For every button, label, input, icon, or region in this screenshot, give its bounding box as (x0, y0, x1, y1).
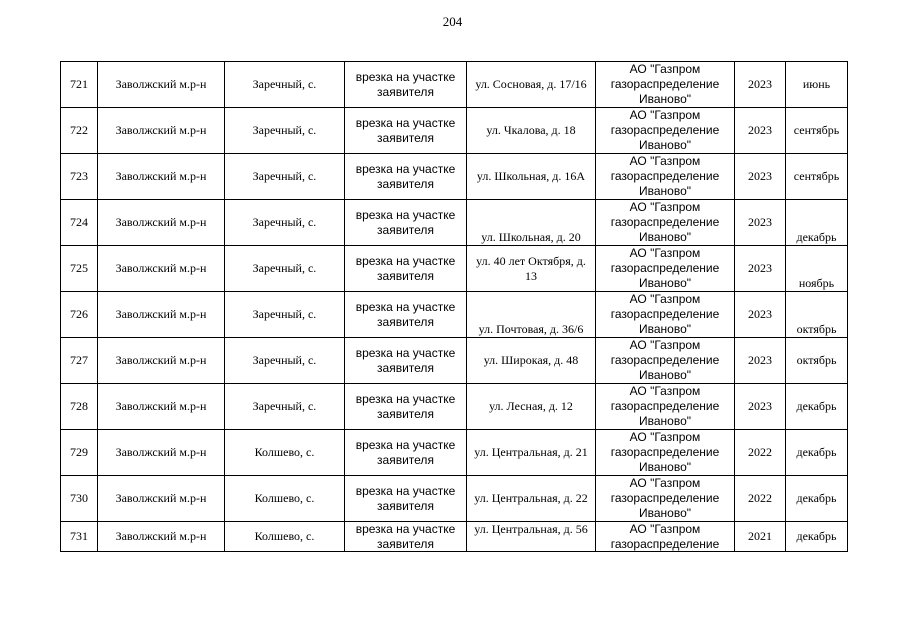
settlement-cell: Колшево, с. (225, 522, 345, 552)
work-type-cell: врезка на участке заявителя (345, 292, 467, 338)
district-cell: Заволжский м.р-н (98, 62, 225, 108)
month-cell: декабрь (786, 522, 848, 552)
district-cell: Заволжский м.р-н (98, 292, 225, 338)
row-number-cell: 727 (61, 338, 98, 384)
table-row (61, 476, 848, 522)
work-type-cell: врезка на участке заявителя (345, 154, 467, 200)
organization-cell: АО "Газпром газораспределение Иваново" (596, 338, 735, 384)
organization-cell (596, 522, 735, 552)
work-type-cell: врезка на участке заявителя (345, 476, 467, 522)
address-cell: ул. Школьная, д. 16А (467, 154, 596, 200)
district-cell: Заволжский м.р-н (98, 430, 225, 476)
address-cell: ул. 40 лет Октября, д. 13 (467, 246, 596, 292)
row-number-cell: 729 (61, 430, 98, 476)
table-row (61, 338, 848, 384)
address-cell (467, 522, 596, 552)
settlement-cell: Заречный, с. (225, 200, 345, 246)
settlement-cell: Заречный, с. (225, 62, 345, 108)
page-number: 204 (442, 14, 463, 29)
organization-cell: АО "Газпром газораспределение Иваново" (596, 430, 735, 476)
settlement-cell: Заречный, с. (225, 338, 345, 384)
row-number-cell: 724 (61, 200, 98, 246)
district-cell: Заволжский м.р-н (98, 246, 225, 292)
month-cell: июнь (786, 62, 848, 108)
address-cell: ул. Широкая, д. 48 (467, 338, 596, 384)
row-number-cell: 722 (61, 108, 98, 154)
row-number-cell: 730 (61, 476, 98, 522)
month-cell: декабрь (786, 476, 848, 522)
organization-cell: АО "Газпром газораспределение Иваново" (596, 384, 735, 430)
month-cell: декабрь (786, 430, 848, 476)
year-cell: 2023 (735, 200, 786, 246)
settlement-cell: Колшево, с. (225, 430, 345, 476)
settlement-cell: Заречный, с. (225, 246, 345, 292)
table-row (61, 62, 848, 108)
row-number-cell: 728 (61, 384, 98, 430)
year-cell: 2023 (735, 108, 786, 154)
address-cell: ул. Почтовая, д. 36/6 (467, 292, 596, 338)
year-cell: 2023 (735, 292, 786, 338)
table-row (61, 384, 848, 430)
work-type-cell: врезка на участке заявителя (345, 62, 467, 108)
row-number-cell: 723 (61, 154, 98, 200)
settlement-cell: Заречный, с. (225, 292, 345, 338)
row-number-cell: 726 (61, 292, 98, 338)
table-row (61, 154, 848, 200)
organization-cell: АО "Газпром газораспределение Иваново" (596, 200, 735, 246)
organization-cell: АО "Газпром газораспределение Иваново" (596, 476, 735, 522)
row-number-cell: 721 (61, 62, 98, 108)
month-cell: декабрь (786, 384, 848, 430)
year-cell: 2022 (735, 430, 786, 476)
work-type-text: врезка на участке заявителя (355, 522, 456, 551)
district-cell: Заволжский м.р-н (98, 154, 225, 200)
settlement-cell: Заречный, с. (225, 108, 345, 154)
month-cell: сентябрь (786, 108, 848, 154)
organization-cell: АО "Газпром газораспределение Иваново" (596, 154, 735, 200)
settlement-cell: Заречный, с. (225, 384, 345, 430)
address-text: ул. Центральная, д. 56 (474, 522, 588, 536)
district-cell: Заволжский м.р-н (98, 522, 225, 552)
organization-cell: АО "Газпром газораспределение Иваново" (596, 108, 735, 154)
work-type-cell (345, 522, 467, 552)
gasification-table (60, 61, 848, 552)
organization-text: АО "Газпром газораспределение (610, 522, 720, 551)
year-cell: 2023 (735, 246, 786, 292)
year-cell: 2022 (735, 476, 786, 522)
month-cell: ноябрь (786, 246, 848, 292)
table-row (61, 246, 848, 292)
work-type-cell: врезка на участке заявителя (345, 200, 467, 246)
table-row (61, 200, 848, 246)
settlement-cell: Колшево, с. (225, 476, 345, 522)
year-cell: 2021 (735, 522, 786, 552)
month-cell: декабрь (786, 200, 848, 246)
table-row (61, 430, 848, 476)
year-cell: 2023 (735, 62, 786, 108)
year-cell: 2023 (735, 154, 786, 200)
table-row (61, 292, 848, 338)
year-cell: 2023 (735, 338, 786, 384)
work-type-cell: врезка на участке заявителя (345, 384, 467, 430)
organization-cell: АО "Газпром газораспределение Иваново" (596, 246, 735, 292)
address-cell: ул. Центральная, д. 22 (467, 476, 596, 522)
address-cell: ул. Центральная, д. 21 (467, 430, 596, 476)
work-type-cell: врезка на участке заявителя (345, 430, 467, 476)
district-cell: Заволжский м.р-н (98, 108, 225, 154)
work-type-cell: врезка на участке заявителя (345, 246, 467, 292)
work-type-cell: врезка на участке заявителя (345, 338, 467, 384)
district-cell: Заволжский м.р-н (98, 338, 225, 384)
work-type-cell: врезка на участке заявителя (345, 108, 467, 154)
district-cell: Заволжский м.р-н (98, 200, 225, 246)
month-cell: октябрь (786, 292, 848, 338)
district-cell: Заволжский м.р-н (98, 384, 225, 430)
month-cell: сентябрь (786, 154, 848, 200)
row-number-cell: 731 (61, 522, 98, 552)
settlement-cell: Заречный, с. (225, 154, 345, 200)
year-cell: 2023 (735, 384, 786, 430)
organization-cell: АО "Газпром газораспределение Иваново" (596, 62, 735, 108)
address-cell: ул. Школьная, д. 20 (467, 200, 596, 246)
month-cell: октябрь (786, 338, 848, 384)
table-row (61, 108, 848, 154)
address-cell: ул. Сосновая, д. 17/16 (467, 62, 596, 108)
table-row (61, 522, 848, 552)
address-cell: ул. Чкалова, д. 18 (467, 108, 596, 154)
row-number-cell: 725 (61, 246, 98, 292)
district-cell: Заволжский м.р-н (98, 476, 225, 522)
address-cell: ул. Лесная, д. 12 (467, 384, 596, 430)
organization-cell: АО "Газпром газораспределение Иваново" (596, 292, 735, 338)
